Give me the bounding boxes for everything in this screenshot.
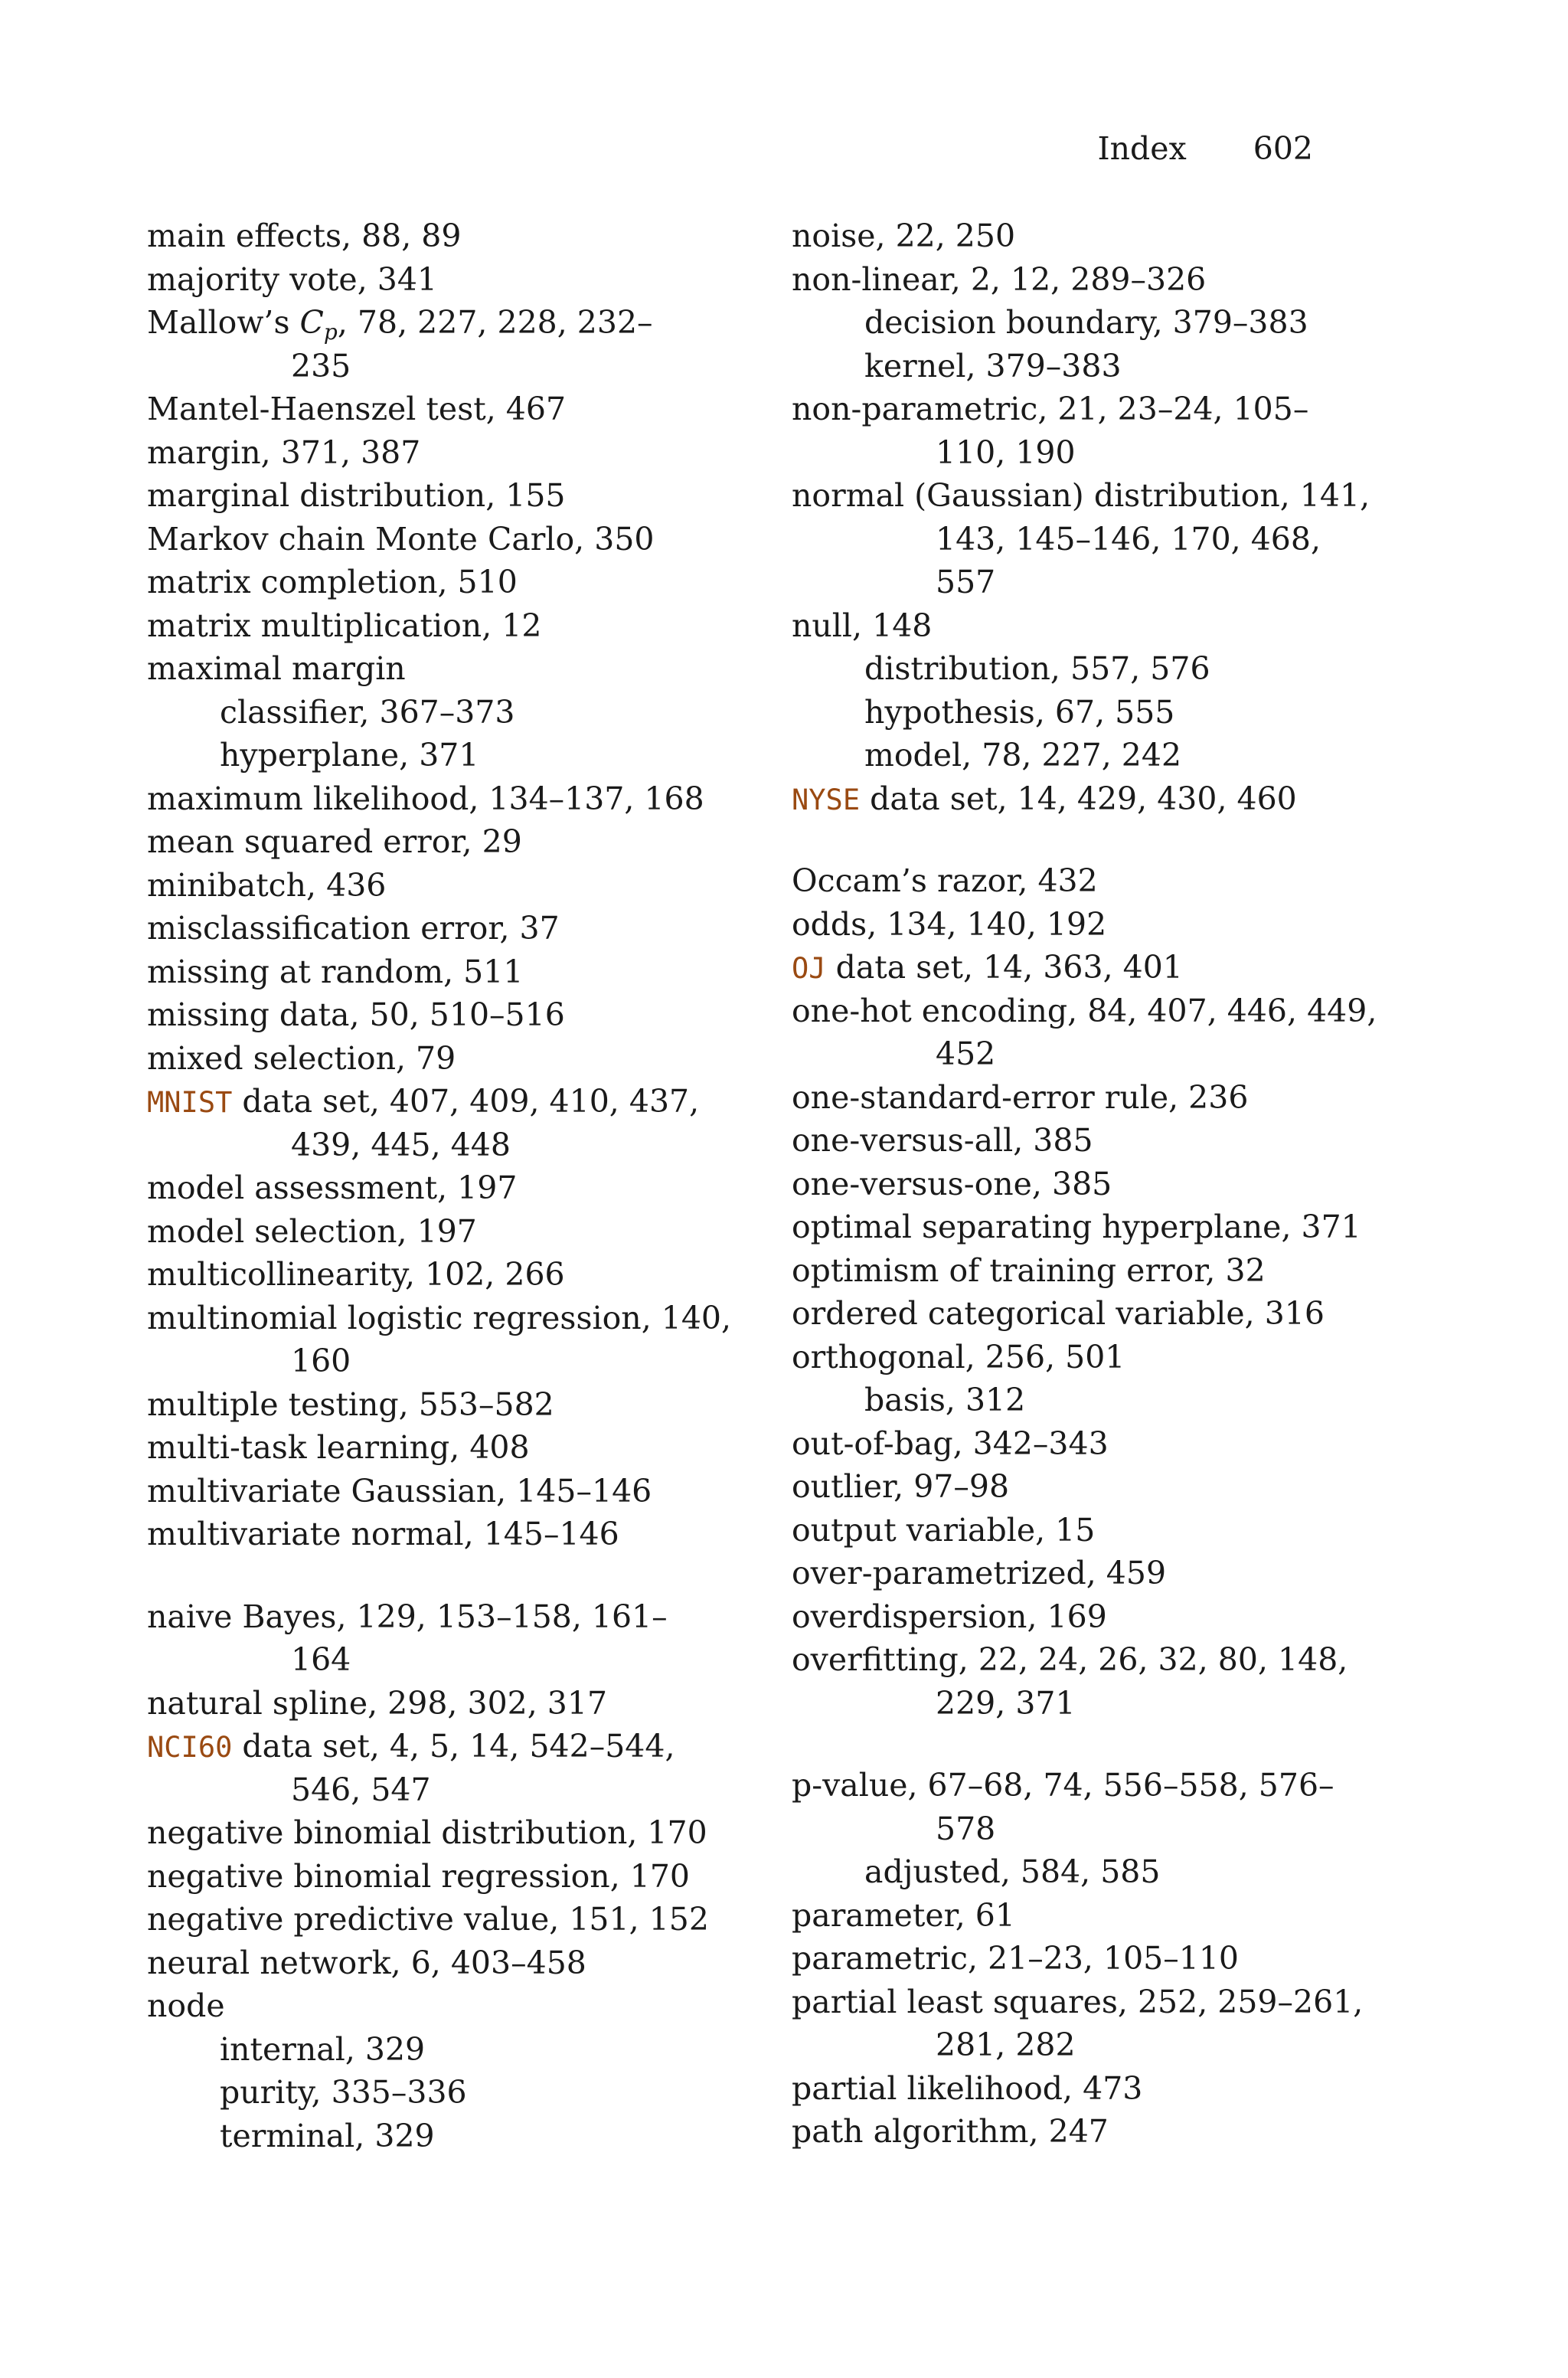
entry-text: non-parametric, 21, 23–24, 105– <box>792 391 1309 427</box>
entry-text: hypothesis, 67, 555 <box>864 693 1175 731</box>
entry-text: orthogonal, 256, 501 <box>792 1338 1125 1375</box>
entry-text: normal (Gaussian) distribution, 141, <box>792 477 1370 514</box>
index-entry-continuation <box>147 1339 737 1383</box>
entry-text: basis, 312 <box>864 1382 1026 1418</box>
entry-text: decision boundary, 379–383 <box>864 304 1308 341</box>
entry-text: non-linear, 2, 12, 289–326 <box>792 260 1207 298</box>
index-entry <box>147 604 737 648</box>
index-entry-continuation <box>147 345 737 388</box>
entry-text: 557 <box>936 564 996 600</box>
index-entry <box>147 1811 737 1855</box>
index-entry <box>147 301 737 345</box>
entry-text: out-of-bag, 342–343 <box>792 1425 1109 1462</box>
index-entry <box>147 1984 737 2028</box>
entry-text: mixed selection, 79 <box>147 1039 456 1077</box>
index-entry <box>147 647 737 691</box>
index-entry <box>792 1422 1389 1466</box>
entry-text: mean squared error, 29 <box>147 823 522 860</box>
entry-text: one-versus-one, 385 <box>792 1165 1112 1202</box>
entry-text: negative predictive value, 151, 152 <box>147 1901 709 1938</box>
entry-text: purity, 335–336 <box>220 2074 467 2111</box>
entry-text: multivariate Gaussian, 145–146 <box>147 1472 652 1510</box>
index-entry <box>147 1898 737 1941</box>
entry-text: overdispersion, 169 <box>792 1598 1107 1635</box>
index-subentry <box>792 647 1389 691</box>
index-subentry <box>147 2028 737 2072</box>
index-entry <box>792 903 1389 947</box>
index-entry <box>792 1764 1389 1807</box>
index-entry <box>792 1552 1389 1595</box>
index-entry <box>147 518 737 561</box>
entry-text: model, 78, 227, 242 <box>864 737 1182 774</box>
entry-text: partial likelihood, 473 <box>792 2069 1143 2107</box>
entry-text: multivariate normal, 145–146 <box>147 1516 619 1552</box>
entry-text: margin, 371, 387 <box>147 433 421 471</box>
entry-text: internal, 329 <box>220 2030 426 2068</box>
entry-text: hyperplane, 371 <box>220 737 479 774</box>
entry-text: 439, 445, 448 <box>291 1126 511 1163</box>
index-subentry <box>147 734 737 777</box>
index-entry <box>147 214 737 258</box>
entry-text: Mallow’s <box>147 304 300 341</box>
index-subentry <box>147 691 737 734</box>
index-entry-continuation <box>792 1807 1389 1851</box>
entry-text: 229, 371 <box>936 1684 1076 1722</box>
entry-text: matrix completion, 510 <box>147 564 518 600</box>
entry-text: odds, 134, 140, 192 <box>792 905 1107 943</box>
index-entry <box>147 1297 737 1340</box>
entry-text: natural spline, 298, 302, 317 <box>147 1684 608 1722</box>
index-entry <box>147 1513 737 1556</box>
entry-text: null, 148 <box>792 607 933 644</box>
index-entry <box>792 1163 1389 1206</box>
entry-text: maximal margin <box>147 650 406 687</box>
entry-text: negative binomial distribution, 170 <box>147 1814 707 1851</box>
entry-text: classifier, 367–373 <box>220 693 515 731</box>
entry-text: Markov chain Monte Carlo, 350 <box>147 520 655 558</box>
index-column-right <box>792 214 1389 2154</box>
entry-text: data set, 4, 5, 14, 542–544, <box>232 1728 675 1765</box>
entry-text: 164 <box>291 1641 351 1678</box>
entry-text: naive Bayes, 129, 153–158, 161– <box>147 1598 668 1635</box>
entry-text: over-parametrized, 459 <box>792 1555 1167 1591</box>
entry-text: maximum likelihood, 134–137, 168 <box>147 780 704 817</box>
index-entry <box>147 1941 737 1985</box>
entry-text: data set, 407, 409, 410, 437, <box>232 1083 700 1120</box>
index-subentry <box>792 691 1389 734</box>
index-entry-continuation <box>147 1638 737 1682</box>
index-entry <box>792 388 1389 431</box>
index-entry <box>792 214 1389 258</box>
header-title: Index <box>1097 130 1187 167</box>
index-entry <box>792 946 1389 989</box>
index-entry <box>792 1937 1389 1981</box>
entry-text: noise, 22, 250 <box>792 218 1016 254</box>
entry-text: kernel, 379–383 <box>864 347 1122 384</box>
index-entry <box>147 431 737 475</box>
index-entry <box>792 604 1389 648</box>
dataset-name: NCI60 <box>147 1731 233 1764</box>
entry-text: Mantel-Haenszel test, 467 <box>147 391 567 427</box>
index-subentry <box>792 301 1389 345</box>
index-entry <box>147 1682 737 1725</box>
entry-text: missing at random, 511 <box>147 953 524 990</box>
math-subscript: p <box>323 319 338 345</box>
index-entry <box>147 561 737 604</box>
index-column-left <box>147 214 737 2157</box>
entry-text: data set, 14, 429, 430, 460 <box>860 780 1297 817</box>
index-entry <box>147 1725 737 1768</box>
index-entry <box>792 1894 1389 1938</box>
entry-text: missing data, 50, 510–516 <box>147 996 565 1033</box>
entry-text: distribution, 557, 576 <box>864 650 1210 687</box>
entry-text: path algorithm, 247 <box>792 2113 1109 2150</box>
entry-text: data set, 14, 363, 401 <box>825 949 1183 986</box>
index-entry <box>792 1292 1389 1336</box>
index-entry <box>792 258 1389 302</box>
entry-text: 546, 547 <box>291 1771 431 1808</box>
index-entry <box>147 1037 737 1081</box>
letter-group-gap <box>792 820 1389 859</box>
entry-text: partial least squares, 252, 259–261, <box>792 1983 1364 2020</box>
index-entry <box>147 907 737 950</box>
entry-text: 110, 190 <box>936 433 1076 471</box>
entry-text: minibatch, 436 <box>147 866 387 904</box>
entry-text: marginal distribution, 155 <box>147 477 566 514</box>
index-entry-continuation <box>792 1032 1389 1076</box>
entry-text: 143, 145–146, 170, 468, <box>936 520 1321 558</box>
index-entry <box>147 1595 737 1639</box>
running-header <box>1097 127 1313 170</box>
page-number: 602 <box>1253 130 1313 167</box>
entry-text: 160 <box>291 1343 351 1379</box>
entry-text: ordered categorical variable, 316 <box>792 1295 1325 1332</box>
index-entry <box>147 993 737 1037</box>
index-entry <box>792 2067 1389 2111</box>
entry-text: optimal separating hyperplane, 371 <box>792 1209 1361 1245</box>
entry-text: p-value, 67–68, 74, 556–558, 576– <box>792 1767 1334 1804</box>
letter-group-gap <box>147 1556 737 1595</box>
index-subentry <box>792 1379 1389 1422</box>
index-entry <box>147 1166 737 1210</box>
index-entry <box>147 1253 737 1297</box>
index-entry <box>147 388 737 431</box>
index-entry-continuation <box>792 561 1389 604</box>
index-entry <box>147 1383 737 1427</box>
index-entry <box>792 1336 1389 1379</box>
entry-text: terminal, 329 <box>220 2117 435 2154</box>
index-subentry <box>147 2071 737 2115</box>
index-entry <box>147 1210 737 1254</box>
letter-group-gap <box>792 1725 1389 1764</box>
math-symbol <box>299 304 338 345</box>
index-subentry <box>792 1850 1389 1894</box>
entry-text: one-versus-all, 385 <box>792 1122 1093 1159</box>
index-entry <box>792 1465 1389 1509</box>
entry-text: adjusted, 584, 585 <box>864 1853 1161 1890</box>
index-entry <box>792 1595 1389 1639</box>
entry-text: 452 <box>936 1035 996 1072</box>
index-entry-continuation <box>792 518 1389 561</box>
entry-text: output variable, 15 <box>792 1511 1096 1549</box>
index-entry <box>792 2110 1389 2154</box>
dataset-name: NYSE <box>792 783 861 816</box>
entry-text: model assessment, 197 <box>147 1169 518 1206</box>
entry-text: one-standard-error rule, 236 <box>792 1078 1249 1116</box>
entry-text: main effects, 88, 89 <box>147 218 462 254</box>
math-variable: C <box>299 304 324 341</box>
entry-text: negative binomial regression, 170 <box>147 1857 691 1895</box>
entry-text: 235 <box>291 347 351 384</box>
index-entry <box>792 1205 1389 1249</box>
index-subentry <box>792 345 1389 388</box>
dataset-name: OJ <box>792 952 826 985</box>
index-entry <box>147 258 737 302</box>
index-entry <box>147 1855 737 1899</box>
index-entry <box>792 989 1389 1033</box>
index-entry <box>792 474 1389 518</box>
index-entry <box>147 820 737 864</box>
entry-text: multinomial logistic regression, 140, <box>147 1299 732 1336</box>
entry-text: parameter, 61 <box>792 1896 1015 1934</box>
entry-text: multicollinearity, 102, 266 <box>147 1256 565 1293</box>
index-subentry <box>792 734 1389 777</box>
entry-text: , 78, 227, 228, 232– <box>337 304 653 341</box>
entry-text: overfitting, 22, 24, 26, 32, 80, 148, <box>792 1641 1348 1678</box>
index-entry-continuation <box>147 1124 737 1167</box>
index-subentry <box>147 2115 737 2158</box>
index-entry <box>792 1638 1389 1682</box>
entry-text: multiple testing, 553–582 <box>147 1385 554 1423</box>
index-entry-continuation <box>147 1768 737 1812</box>
index-entry-continuation <box>792 431 1389 475</box>
entry-text: node <box>147 1987 225 2024</box>
index-entry <box>792 1249 1389 1293</box>
index-entry <box>792 1076 1389 1120</box>
entry-text: misclassification error, 37 <box>147 910 560 947</box>
index-entry-continuation <box>792 1682 1389 1725</box>
index-entry <box>792 1509 1389 1552</box>
index-entry <box>147 474 737 518</box>
index-entry <box>147 1426 737 1470</box>
index-entry <box>147 1470 737 1513</box>
index-entry <box>147 950 737 994</box>
index-entry <box>147 1080 737 1124</box>
entry-text: neural network, 6, 403–458 <box>147 1944 586 1981</box>
index-entry <box>147 864 737 908</box>
entry-text: multi-task learning, 408 <box>147 1429 530 1466</box>
entry-text: majority vote, 341 <box>147 260 438 298</box>
entry-text: 578 <box>936 1810 996 1847</box>
dataset-name: MNIST <box>147 1086 233 1119</box>
index-entry <box>147 777 737 821</box>
index-entry <box>792 859 1389 903</box>
entry-text: parametric, 21–23, 105–110 <box>792 1940 1240 1977</box>
entry-text: model selection, 197 <box>147 1212 477 1250</box>
entry-text: matrix multiplication, 12 <box>147 607 542 644</box>
entry-text: 281, 282 <box>936 2026 1076 2063</box>
entry-text: optimism of training error, 32 <box>792 1251 1266 1289</box>
index-entry-continuation <box>792 2023 1389 2067</box>
index-entry <box>792 1981 1389 2024</box>
entry-text: one-hot encoding, 84, 407, 446, 449, <box>792 992 1377 1029</box>
entry-text: outlier, 97–98 <box>792 1468 1010 1505</box>
entry-text: Occam’s razor, 432 <box>792 862 1098 899</box>
index-entry <box>792 777 1389 821</box>
index-entry <box>792 1119 1389 1163</box>
